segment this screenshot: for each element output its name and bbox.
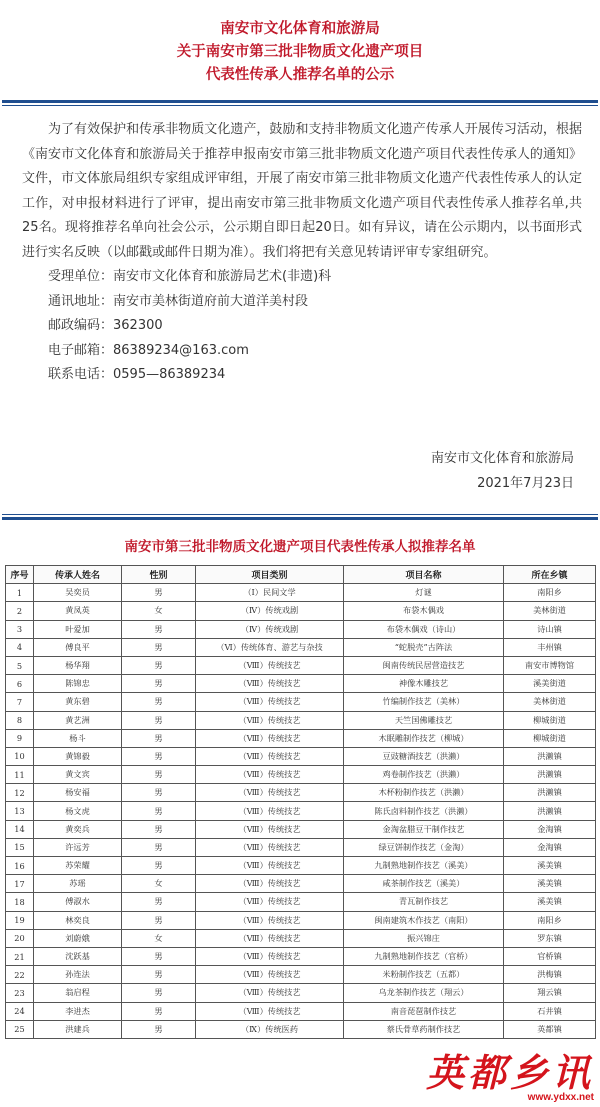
cell-gender: 男 xyxy=(122,947,196,965)
cell-gender: 男 xyxy=(122,766,196,784)
cell-town: 柳城街道 xyxy=(504,711,596,729)
cell-name: 黄文宾 xyxy=(34,766,122,784)
contact-dept: 受理单位：南安市文化体育和旅游局艺术(非遗)科 xyxy=(48,269,332,284)
cell-town: 溪美镇 xyxy=(504,875,596,893)
table-row xyxy=(6,784,596,802)
cell-index: 23 xyxy=(6,984,34,1002)
cell-town: 翔云镇 xyxy=(504,984,596,1002)
header-title-line3: 代表性传承人推荐名单的公示 xyxy=(205,67,395,83)
cell-index: 9 xyxy=(6,729,34,747)
cell-gender: 男 xyxy=(122,838,196,856)
cell-town: 溪美镇 xyxy=(504,857,596,875)
table-row xyxy=(6,802,596,820)
header-title-line1: 南安市文化体育和旅游局 xyxy=(220,21,380,37)
cell-town: 溪美街道 xyxy=(504,675,596,693)
cell-index: 8 xyxy=(6,711,34,729)
watermark-logo xyxy=(426,1052,594,1103)
watermark-logo-text: 英都乡讯 xyxy=(425,1050,594,1095)
cell-project: 绿豆饼制作技艺（金淘） xyxy=(344,838,504,856)
cell-category: （Ⅷ）传统技艺 xyxy=(196,656,344,674)
cell-category: （Ⅷ）传统技艺 xyxy=(196,711,344,729)
cell-project: 灯谜 xyxy=(344,584,504,602)
cell-project: 陈氏卤料制作技艺（洪濑） xyxy=(344,802,504,820)
cell-gender: 男 xyxy=(122,656,196,674)
header-title-line2: 关于南安市第三批非物质文化遗产项目 xyxy=(176,44,424,60)
cell-category: （Ⅵ）传统体育、游艺与杂技 xyxy=(196,638,344,656)
bottom-divider xyxy=(2,517,598,520)
cell-town: 美林街道 xyxy=(504,693,596,711)
cell-category: （Ⅷ）传统技艺 xyxy=(196,766,344,784)
cell-town: 洪濑镇 xyxy=(504,747,596,765)
cell-name: 杨文虎 xyxy=(34,802,122,820)
cell-name: 陈锦忠 xyxy=(34,675,122,693)
cell-town: 洪濑镇 xyxy=(504,766,596,784)
table-row xyxy=(6,747,596,765)
cell-town: 洪濑镇 xyxy=(504,802,596,820)
cell-project: “蛇脱壳”古阵法 xyxy=(344,638,504,656)
cell-name: 刘蔚娥 xyxy=(34,929,122,947)
cell-town: 洪梅镇 xyxy=(504,966,596,984)
cell-index: 11 xyxy=(6,766,34,784)
cell-index: 1 xyxy=(6,584,34,602)
cell-gender: 男 xyxy=(122,638,196,656)
cell-gender: 男 xyxy=(122,893,196,911)
cell-index: 19 xyxy=(6,911,34,929)
cell-category: （Ⅷ）传统技艺 xyxy=(196,784,344,802)
cell-name: 杨华翔 xyxy=(34,656,122,674)
cell-town: 丰州镇 xyxy=(504,638,596,656)
cell-name: 孙连法 xyxy=(34,966,122,984)
cell-gender: 男 xyxy=(122,1020,196,1038)
cell-index: 20 xyxy=(6,929,34,947)
signature-block xyxy=(431,447,574,496)
cell-town: 南安市博物馆 xyxy=(504,656,596,674)
cell-gender: 女 xyxy=(122,929,196,947)
cell-gender: 男 xyxy=(122,820,196,838)
table-row xyxy=(6,893,596,911)
notice-body xyxy=(22,118,582,388)
cell-index: 12 xyxy=(6,784,34,802)
cell-index: 16 xyxy=(6,857,34,875)
cell-project: 神像木雕技艺 xyxy=(344,675,504,693)
cell-gender: 女 xyxy=(122,875,196,893)
cell-town: 洪濑镇 xyxy=(504,784,596,802)
cell-gender: 男 xyxy=(122,966,196,984)
cell-index: 7 xyxy=(6,693,34,711)
cell-index: 3 xyxy=(6,620,34,638)
contact-phone: 联系电话：0595—86389234 xyxy=(48,367,226,382)
table-row xyxy=(6,638,596,656)
cell-gender: 男 xyxy=(122,675,196,693)
cell-name: 杨斗 xyxy=(34,729,122,747)
cell-index: 5 xyxy=(6,656,34,674)
cell-name: 黄艺洲 xyxy=(34,711,122,729)
cell-town: 石井镇 xyxy=(504,1002,596,1020)
cell-index: 24 xyxy=(6,1002,34,1020)
cell-project: 九制熟地制作技艺（溪美） xyxy=(344,857,504,875)
cell-project: 闽南传统民居营造技艺 xyxy=(344,656,504,674)
cell-name: 傅淑水 xyxy=(34,893,122,911)
cell-gender: 男 xyxy=(122,620,196,638)
cell-category: （Ⅳ）传统戏剧 xyxy=(196,620,344,638)
table-row xyxy=(6,620,596,638)
col-header-index: 序号 xyxy=(6,566,34,584)
table-row xyxy=(6,766,596,784)
cell-category: （Ⅷ）传统技艺 xyxy=(196,893,344,911)
cell-category: （Ⅷ）传统技艺 xyxy=(196,675,344,693)
cell-project: 乌龙茶制作技艺（翔云） xyxy=(344,984,504,1002)
cell-gender: 男 xyxy=(122,857,196,875)
cell-project: 闽南建筑木作技艺（南阳） xyxy=(344,911,504,929)
cell-gender: 男 xyxy=(122,784,196,802)
cell-project: 布袋木偶戏（诗山） xyxy=(344,620,504,638)
cell-category: （Ⅷ）传统技艺 xyxy=(196,911,344,929)
cell-category: （Ⅳ）传统戏剧 xyxy=(196,602,344,620)
table-row xyxy=(6,584,596,602)
contact-address: 通讯地址：南安市美林街道府前大道洋美村段 xyxy=(48,293,309,309)
cell-category: （Ⅷ）传统技艺 xyxy=(196,929,344,947)
table-row xyxy=(6,966,596,984)
table-row xyxy=(6,1002,596,1020)
cell-category: （Ⅷ）传统技艺 xyxy=(196,1002,344,1020)
cell-gender: 男 xyxy=(122,802,196,820)
cell-town: 南阳乡 xyxy=(504,911,596,929)
table-row xyxy=(6,875,596,893)
cell-project: 振兴锦庄 xyxy=(344,929,504,947)
cell-name: 沈跃基 xyxy=(34,947,122,965)
cell-project: 金淘盆腊豆干制作技艺 xyxy=(344,820,504,838)
table-header-row xyxy=(6,566,596,584)
cell-name: 傅良平 xyxy=(34,638,122,656)
cell-project: 鸡卷制作技艺（洪濑） xyxy=(344,766,504,784)
cell-town: 溪美镇 xyxy=(504,893,596,911)
cell-index: 15 xyxy=(6,838,34,856)
col-header-town: 所在乡镇 xyxy=(504,566,596,584)
cell-gender: 男 xyxy=(122,984,196,1002)
cell-index: 14 xyxy=(6,820,34,838)
table-row xyxy=(6,838,596,856)
notice-header xyxy=(0,18,600,87)
col-header-name: 传承人姓名 xyxy=(34,566,122,584)
cell-category: （Ⅷ）传统技艺 xyxy=(196,857,344,875)
cell-name: 洪建兵 xyxy=(34,1020,122,1038)
cell-name: 林奕良 xyxy=(34,911,122,929)
cell-index: 25 xyxy=(6,1020,34,1038)
cell-category: （Ⅷ）传统技艺 xyxy=(196,984,344,1002)
cell-town: 英都镇 xyxy=(504,1020,596,1038)
cell-town: 柳城街道 xyxy=(504,729,596,747)
cell-project: 咸茶制作技艺（溪美） xyxy=(344,875,504,893)
cell-gender: 男 xyxy=(122,911,196,929)
cell-project: 南音琵琶制作技艺 xyxy=(344,1002,504,1020)
cell-category: （Ⅷ）传统技艺 xyxy=(196,838,344,856)
cell-index: 21 xyxy=(6,947,34,965)
col-header-project: 项目名称 xyxy=(344,566,504,584)
cell-gender: 女 xyxy=(122,602,196,620)
cell-gender: 男 xyxy=(122,584,196,602)
cell-name: 苏瑶 xyxy=(34,875,122,893)
cell-project: 木杯粉制作技艺（洪濑） xyxy=(344,784,504,802)
cell-index: 10 xyxy=(6,747,34,765)
inheritor-table xyxy=(5,565,596,1039)
cell-gender: 男 xyxy=(122,693,196,711)
watermark-url: www.ydxx.net xyxy=(527,1092,594,1103)
notice-paragraph: 为了有效保护和传承非物质文化遗产，鼓励和支持非物质文化遗产传承人开展传习活动，根据《南安市文化体育和旅游局关于推荐申报南安市第三批非物质文化遗产项目代表性传承人的通知》文件，市文体旅局组织专家组成评审组，开展了南安市第三批非物质文化遗产代表性传承人的认定工作，对申报材料进行了评审，提出南安市第三批非物质文化遗产项目代表性传承人推荐名单,共25名。现将推荐名单向社会公示，公示期自即日起20日。如有异议，请在公示期内，以书面形式进行实名反映（以邮戳或邮件日期为准）。我们将把有关意见转请评审专家组研究。 xyxy=(22,122,582,260)
cell-name: 苏荣耀 xyxy=(34,857,122,875)
cell-town: 金淘镇 xyxy=(504,838,596,856)
table-row xyxy=(6,656,596,674)
cell-name: 黄东碧 xyxy=(34,693,122,711)
cell-name: 李进杰 xyxy=(34,1002,122,1020)
cell-name: 杨安福 xyxy=(34,784,122,802)
cell-project: 九制熟地制作技艺（官桥） xyxy=(344,947,504,965)
cell-name: 黄凤英 xyxy=(34,602,122,620)
cell-index: 6 xyxy=(6,675,34,693)
table-row xyxy=(6,1020,596,1038)
cell-town: 官桥镇 xyxy=(504,947,596,965)
cell-gender: 男 xyxy=(122,747,196,765)
cell-category: （Ⅷ）传统技艺 xyxy=(196,820,344,838)
table-row xyxy=(6,911,596,929)
table-row xyxy=(6,675,596,693)
table-row xyxy=(6,693,596,711)
col-header-gender: 性别 xyxy=(122,566,196,584)
cell-category: （Ⅷ）传统技艺 xyxy=(196,875,344,893)
cell-project: 天竺国佛雕技艺 xyxy=(344,711,504,729)
cell-index: 13 xyxy=(6,802,34,820)
table-row xyxy=(6,729,596,747)
cell-project: 豆豉糖酒技艺（洪濑） xyxy=(344,747,504,765)
cell-category: （Ⅷ）传统技艺 xyxy=(196,947,344,965)
cell-town: 罗东镇 xyxy=(504,929,596,947)
cell-category: （Ⅷ）传统技艺 xyxy=(196,802,344,820)
table-row xyxy=(6,602,596,620)
cell-project: 竹编制作技艺（美林） xyxy=(344,693,504,711)
cell-index: 18 xyxy=(6,893,34,911)
table-row xyxy=(6,857,596,875)
cell-project: 米粉制作技艺（五都） xyxy=(344,966,504,984)
cell-town: 诗山镇 xyxy=(504,620,596,638)
cell-town: 美林街道 xyxy=(504,602,596,620)
cell-index: 22 xyxy=(6,966,34,984)
table-row xyxy=(6,947,596,965)
cell-town: 南阳乡 xyxy=(504,584,596,602)
table-row xyxy=(6,711,596,729)
top-divider xyxy=(2,100,598,103)
bottom-divider-thin xyxy=(2,514,598,515)
cell-gender: 男 xyxy=(122,711,196,729)
cell-town: 金淘镇 xyxy=(504,820,596,838)
table-row xyxy=(6,820,596,838)
col-header-category: 项目类别 xyxy=(196,566,344,584)
cell-category: （Ⅷ）传统技艺 xyxy=(196,747,344,765)
table-row xyxy=(6,929,596,947)
cell-project: 木眠雕制作技艺（柳城） xyxy=(344,729,504,747)
cell-name: 翁启程 xyxy=(34,984,122,1002)
cell-index: 2 xyxy=(6,602,34,620)
cell-gender: 男 xyxy=(122,729,196,747)
cell-project: 青瓦制作技艺 xyxy=(344,893,504,911)
cell-project: 布袋木偶戏 xyxy=(344,602,504,620)
table-title: 南安市第三批非物质文化遗产项目代表性传承人拟推荐名单 xyxy=(124,539,476,555)
cell-category: （Ⅷ）传统技艺 xyxy=(196,729,344,747)
cell-name: 吴奕员 xyxy=(34,584,122,602)
cell-index: 4 xyxy=(6,638,34,656)
signature-org: 南安市文化体育和旅游局 xyxy=(430,451,574,466)
cell-index: 17 xyxy=(6,875,34,893)
cell-category: （Ⅰ）民间文学 xyxy=(196,584,344,602)
cell-project: 蔡氏骨草药制作技艺 xyxy=(344,1020,504,1038)
cell-category: （Ⅸ）传统医药 xyxy=(196,1020,344,1038)
table-row xyxy=(6,984,596,1002)
cell-category: （Ⅷ）传统技艺 xyxy=(196,966,344,984)
cell-name: 黄锦毅 xyxy=(34,747,122,765)
signature-date: 2021年7月23日 xyxy=(477,475,574,491)
contact-postcode: 邮政编码：362300 xyxy=(48,318,163,333)
cell-name: 叶爱加 xyxy=(34,620,122,638)
cell-gender: 男 xyxy=(122,1002,196,1020)
cell-name: 黄奕兵 xyxy=(34,820,122,838)
top-divider-thin xyxy=(2,105,598,106)
contact-email[interactable]: 电子邮箱：86389234@163.com xyxy=(48,342,249,358)
cell-name: 许远芳 xyxy=(34,838,122,856)
cell-category: （Ⅷ）传统技艺 xyxy=(196,693,344,711)
table-body xyxy=(6,584,596,1039)
